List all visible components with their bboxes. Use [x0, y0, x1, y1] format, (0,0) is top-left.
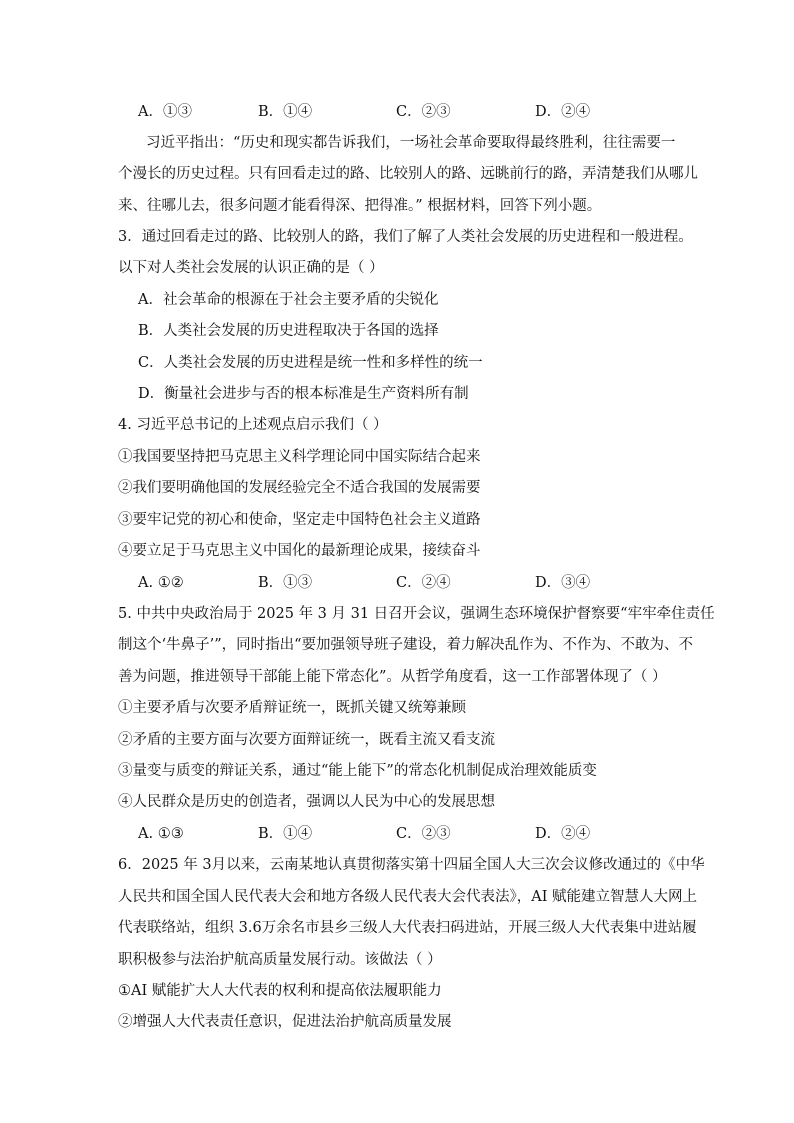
q5-item: ②矛盾的主要方面与次要方面辩证统一，既看主流又看支流 — [118, 732, 495, 748]
q5-item: ①主要矛盾与次要矛盾辩证统一，既抓关键又统筹兼顾 — [118, 700, 466, 716]
q6-stem: 6．2025 年 3月以来，云南某地认真贯彻落实第十四届全国人大三次会议修改通过的《中华 — [118, 857, 705, 873]
q3-stem: 3．通过回看走过的路、比较别人的路，我们了解了人类社会发展的历史进程和一般进程。 — [118, 229, 693, 245]
material-line: 来、往哪儿去，很多问题才能看得深、把得准。” 根据材料，回答下列小题。 — [118, 198, 602, 214]
q2-options — [138, 102, 658, 122]
q5-item: ③量变与质变的辩证关系，通过“能上能下”的常态化机制促成治理效能质变 — [118, 763, 597, 779]
q6-stem: 人民共和国全国人民代表大会和地方各级人民代表大会代表法》，AI 赋能建立智慧人大网上 — [118, 889, 698, 905]
q3-choice-d: D．衡量社会进步与否的根本标准是生产资料所有制 — [138, 386, 469, 402]
q4-item: ③要牢记党的初心和使命，坚定走中国特色社会主义道路 — [118, 512, 481, 528]
q6-stem: 职积极参与法治护航高质量发展行动。该做法（ ） — [118, 952, 442, 968]
q4-option-b: B．①③ — [258, 575, 313, 591]
q6-item: ②增强人大代表责任意识，促进法治护航高质量发展 — [118, 1014, 452, 1030]
q6-stem: 代表联络站，组织 3.6万余名市县乡三级人大代表扫码进站，开展三级人大代表集中进站履 — [118, 920, 697, 936]
q5-option-c: C．②③ — [396, 826, 451, 842]
q5-item: ④人民群众是历史的创造者，强调以人民为中心的发展思想 — [118, 794, 495, 810]
q4-option-a: A. ①② — [138, 575, 184, 591]
q5-option-a: A. ①③ — [138, 826, 184, 842]
q4-item: ①我国要坚持把马克思主义科学理论同中国实际结合起来 — [118, 449, 481, 465]
q5-option-b: B．①④ — [258, 826, 313, 842]
material-line: 个漫长的历史过程。只有回看走过的路、比较别人的路、远眺前行的路，弄清楚我们从哪儿 — [118, 166, 698, 182]
q2-option-a: A．①③ — [138, 104, 192, 120]
q5-stem: 善为问题，推进领导干部能上能下常态化”。从哲学角度看，这一工作部署体现了（ ） — [118, 669, 667, 685]
q3-choice-c: C．人类社会发展的历史进程是统一性和多样性的统一 — [138, 355, 483, 371]
q4-option-d: D．③④ — [535, 575, 591, 591]
q5-stem: 5. 中共中央政治局于 2025 年 3 月 31 日召开会议，强调生态环境保护督察要“牢牢牵住责任 — [118, 606, 715, 622]
q4-stem: 4. 习近平总书记的上述观点启示我们（ ） — [118, 417, 388, 433]
q3-choice-b: B．人类社会发展的历史进程取决于各国的选择 — [138, 323, 439, 339]
q4-option-c: C．②④ — [396, 575, 451, 591]
q2-option-c: C．②③ — [396, 104, 451, 120]
q6-item: ①AI 赋能扩大人大代表的权利和提高依法履职能力 — [118, 983, 442, 999]
q3-choice-a: A．社会革命的根源在于社会主要矛盾的尖锐化 — [138, 292, 439, 308]
q5-stem: 制这个‘牛鼻子’”，同时指出“要加强领导班子建设，着力解决乱作为、不作为、不敢为、不 — [118, 637, 694, 653]
q4-item: ④要立足于马克思主义中国化的最新理论成果，接续奋斗 — [118, 543, 481, 559]
q4-item: ②我们要明确他国的发展经验完全不适合我国的发展需要 — [118, 480, 481, 496]
q2-option-d: D．②④ — [535, 104, 591, 120]
material-line: 习近平指出：“历史和现实都告诉我们，一场社会革命要取得最终胜利，往往需要一 — [146, 135, 676, 151]
q5-option-d: D．②④ — [535, 826, 591, 842]
q2-option-b: B．①④ — [258, 104, 313, 120]
q3-stem: 以下对人类社会发展的认识正确的是（ ） — [118, 260, 384, 276]
q4-options — [138, 573, 658, 593]
q5-options — [138, 824, 658, 844]
